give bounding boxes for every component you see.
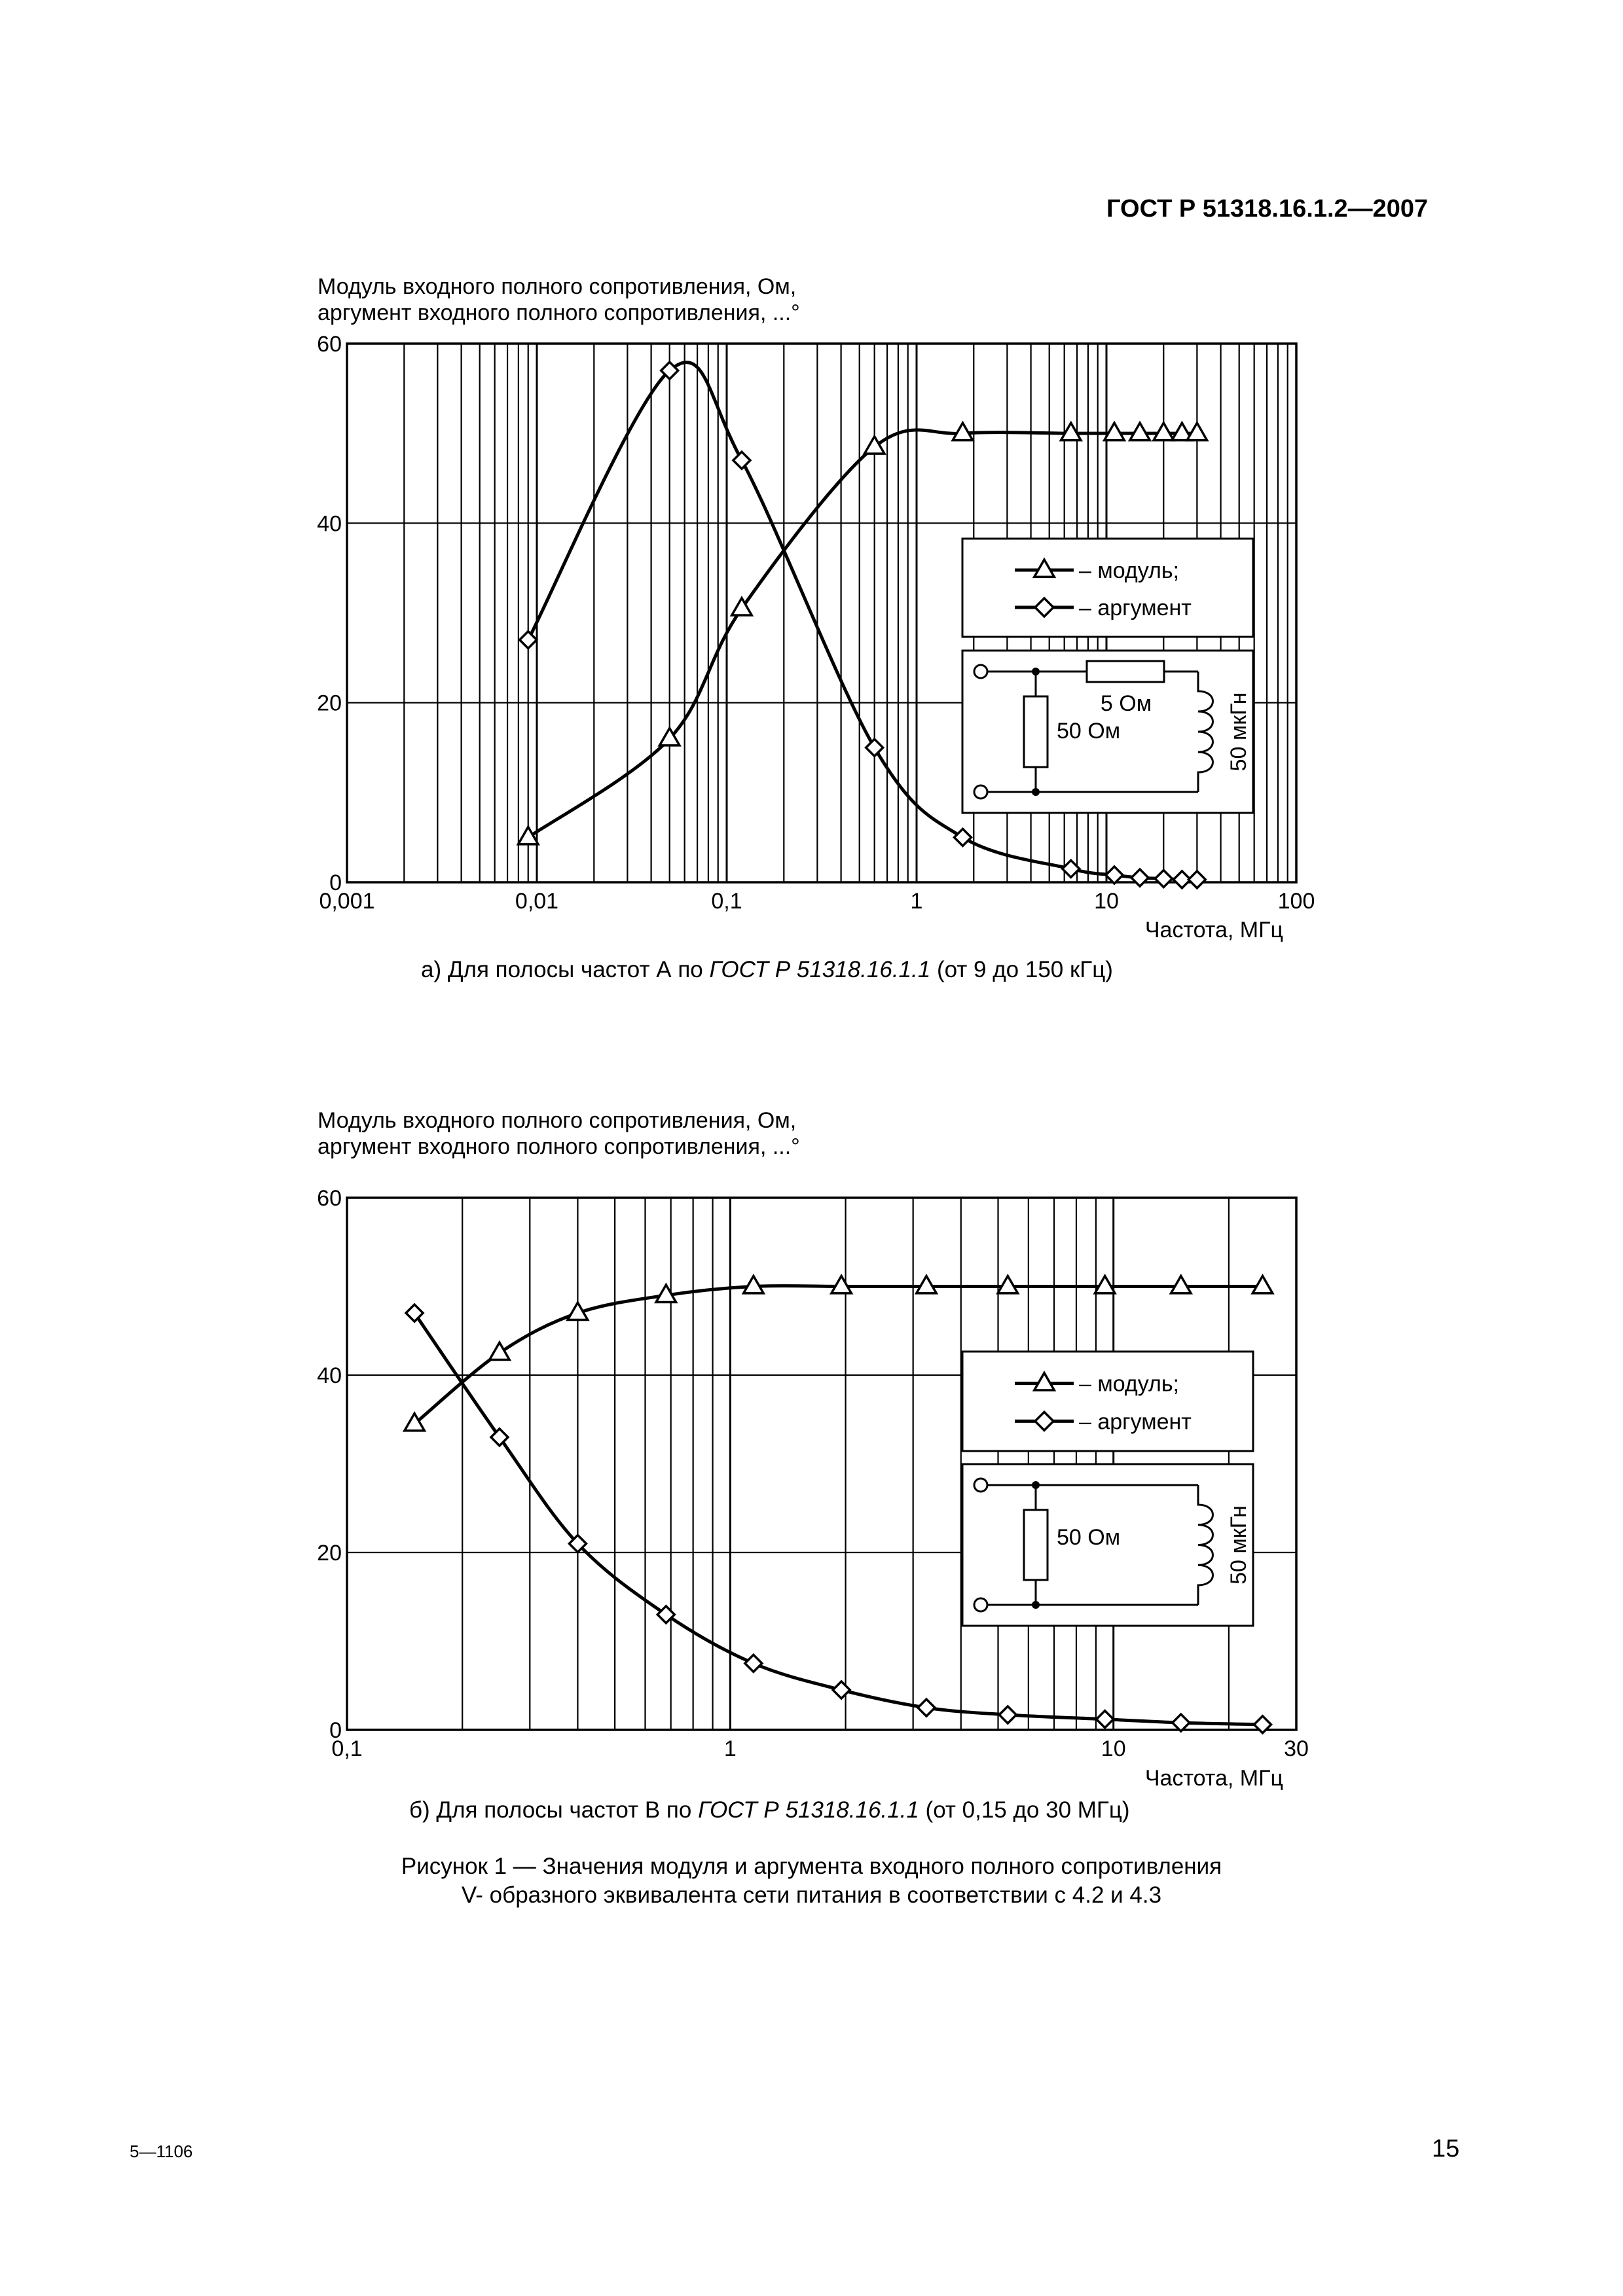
x-tick-label: 1	[723, 1736, 737, 1761]
legend-label-argument: – аргумент	[1079, 596, 1192, 620]
data-point-модуль	[1171, 1276, 1191, 1293]
x-tick-label: 10	[1094, 889, 1119, 914]
series-resistor-label: 5 Ом	[1100, 691, 1152, 716]
data-point-модуль	[998, 1276, 1017, 1293]
data-point-аргумент	[1131, 869, 1148, 886]
y-tick-label: 20	[317, 1541, 342, 1566]
circuit-diagram	[962, 651, 1253, 813]
data-point-аргумент	[520, 632, 537, 649]
chart-a	[317, 332, 1315, 942]
panel-a-ylabel-line2: аргумент входного полного сопротивления, ...°	[318, 300, 800, 325]
terminal-bottom-icon	[974, 785, 987, 798]
x-tick-label: 1	[910, 889, 923, 914]
data-point-аргумент	[1188, 871, 1205, 888]
x-axis-label: Частота, МГц	[1144, 918, 1283, 942]
terminal-top-icon	[974, 1479, 987, 1492]
panel-a-ylabel-line1: Модуль входного полного сопротивления, Ом,	[318, 274, 797, 299]
legend-label-modulus: – модуль;	[1079, 558, 1179, 583]
data-point-модуль	[1095, 1276, 1114, 1293]
footer-code: 5—1106	[130, 2142, 193, 2161]
legend-box	[962, 1352, 1253, 1451]
x-axis-label: Частота, МГц	[1144, 1766, 1283, 1791]
figure-caption-line1: Рисунок 1 — Значения модуля и аргумента входного полного сопротивления	[401, 1854, 1222, 1879]
data-point-модуль	[864, 437, 884, 454]
inductor-label: 50 мкГн	[1226, 1505, 1251, 1585]
panel-b-caption-ref: ГОСТ Р 51318.16.1.1	[698, 1797, 919, 1823]
panel-a-caption-ref: ГОСТ Р 51318.16.1.1	[709, 957, 931, 982]
data-point-аргумент	[1155, 870, 1172, 888]
data-point-аргумент	[954, 829, 971, 846]
y-tick-label: 40	[317, 511, 342, 537]
data-point-аргумент	[999, 1706, 1016, 1723]
data-point-модуль	[519, 827, 538, 844]
circuit-diagram	[962, 1464, 1253, 1626]
legend-box	[962, 539, 1253, 637]
x-tick-label: 100	[1277, 889, 1315, 914]
data-point-модуль	[1252, 1276, 1272, 1293]
shunt-resistor	[1024, 1510, 1048, 1580]
data-point-аргумент	[1106, 867, 1123, 884]
shunt-resistor	[1024, 696, 1048, 767]
shunt-resistor-label: 50 Ом	[1057, 1525, 1121, 1550]
data-point-аргумент	[866, 739, 883, 756]
y-tick-label: 0	[329, 1718, 342, 1743]
data-point-аргумент	[733, 452, 750, 469]
data-point-модуль	[1154, 423, 1173, 440]
data-point-аргумент	[833, 1681, 850, 1698]
panel-b-caption-prefix: б) Для полосы частот В по	[409, 1797, 692, 1823]
data-point-модуль	[831, 1276, 851, 1293]
chart-b	[317, 1186, 1309, 1791]
panel-b-ylabel-line2: аргумент входного полного сопротивления, ...°	[318, 1134, 800, 1159]
x-tick-label: 0,1	[711, 889, 742, 914]
y-tick-label: 0	[329, 870, 342, 895]
x-tick-label: 0,1	[331, 1736, 363, 1761]
data-point-модуль	[490, 1342, 509, 1359]
x-tick-label: 0,01	[515, 889, 559, 914]
y-tick-label: 60	[317, 332, 342, 357]
data-point-модуль	[1130, 423, 1150, 440]
data-point-модуль	[1187, 423, 1207, 440]
panel-a-caption-prefix: а) Для полосы частот А по	[421, 957, 703, 982]
legend-label-argument: – аргумент	[1079, 1409, 1192, 1435]
page-number: 15	[1432, 2135, 1460, 2162]
document-header: ГОСТ Р 51318.16.1.2—2007	[1106, 195, 1429, 223]
y-tick-label: 20	[317, 691, 342, 716]
terminal-top-icon	[974, 665, 987, 678]
y-tick-label: 60	[317, 1186, 342, 1211]
x-tick-label: 30	[1284, 1736, 1309, 1761]
terminal-bottom-icon	[974, 1598, 987, 1611]
x-tick-label: 10	[1101, 1736, 1126, 1761]
x-tick-label: 0,001	[319, 889, 375, 914]
legend-label-modulus: – модуль;	[1079, 1371, 1179, 1397]
panel-b-ylabel-line1: Модуль входного полного сопротивления, Ом,	[318, 1108, 797, 1133]
series-resistor	[1087, 661, 1164, 682]
inductor-label: 50 мкГн	[1226, 692, 1251, 772]
figure-caption-line2: V- образного эквивалента сети питания в соответствии с 4.2 и 4.3	[461, 1882, 1162, 1908]
panel-b-caption-suffix: (от 0,15 до 30 МГц)	[925, 1797, 1130, 1823]
y-tick-label: 40	[317, 1363, 342, 1388]
data-point-аргумент	[745, 1655, 762, 1672]
data-point-модуль	[917, 1276, 936, 1293]
data-point-аргумент	[1097, 1711, 1114, 1728]
panel-a-caption-suffix: (от 9 до 150 кГц)	[936, 957, 1113, 982]
shunt-resistor-label: 50 Ом	[1057, 719, 1121, 744]
data-point-аргумент	[918, 1699, 935, 1716]
